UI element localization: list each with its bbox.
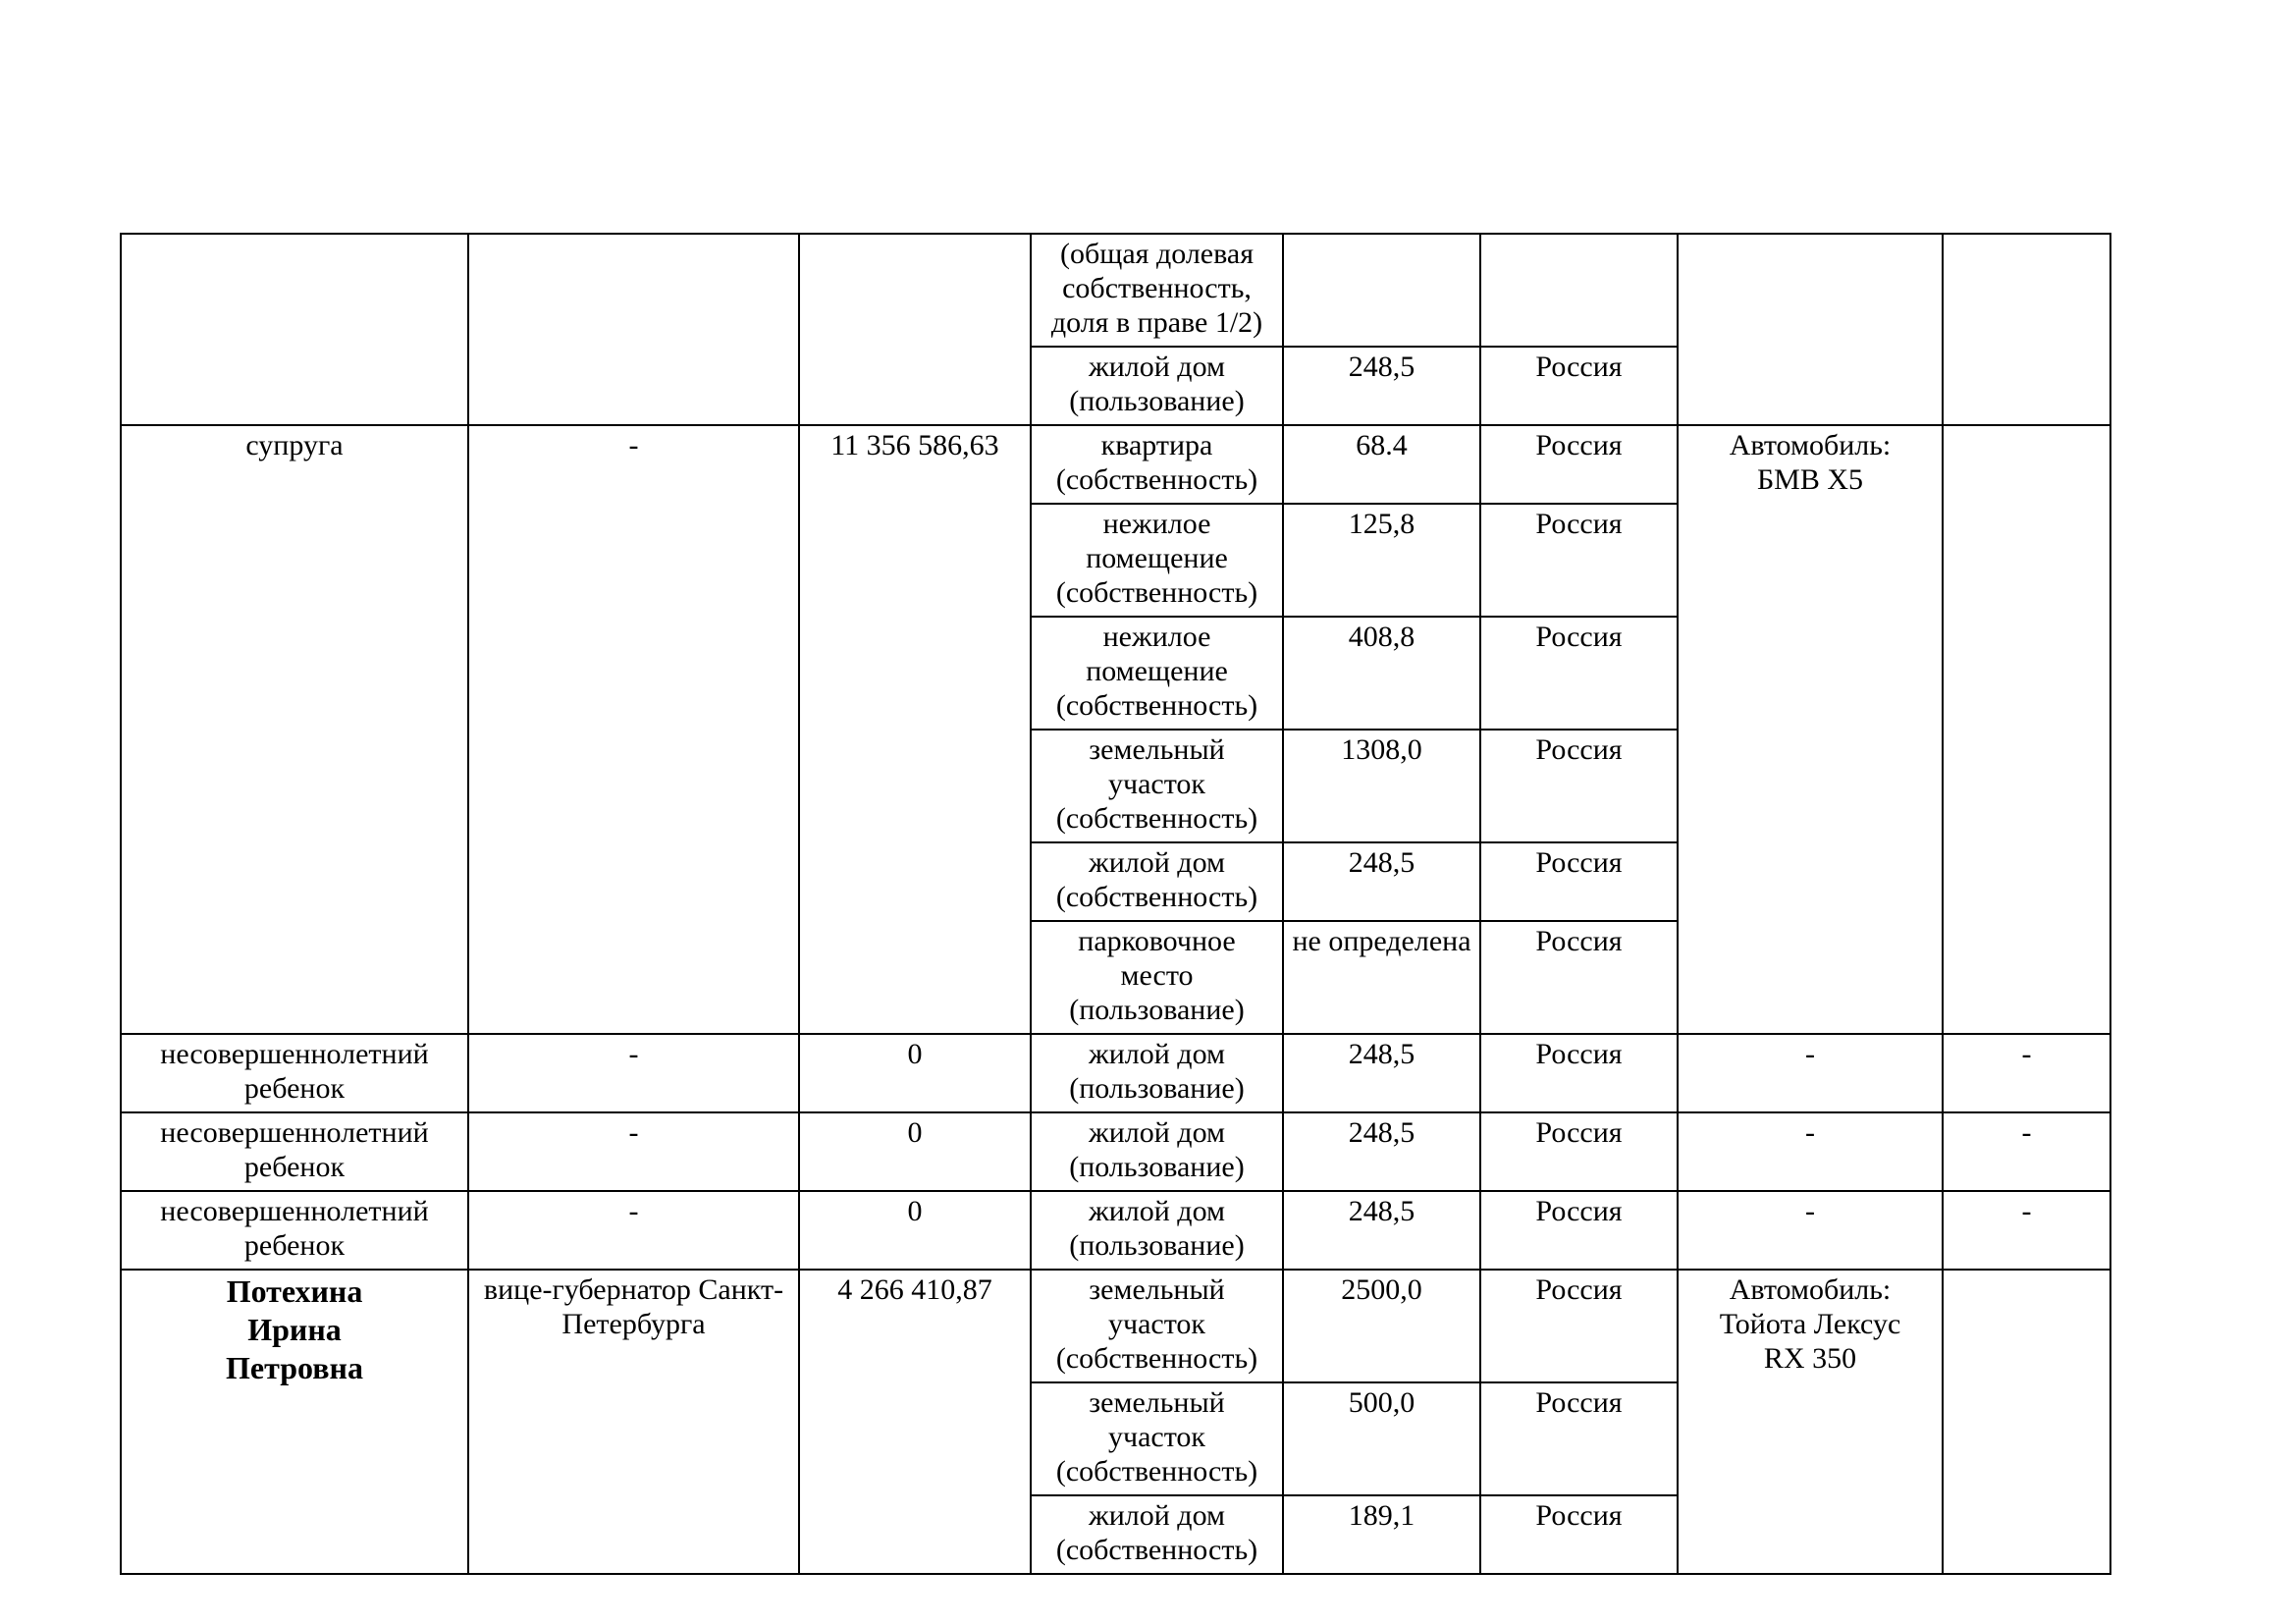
income-cell — [799, 234, 1031, 425]
property-type-cell — [1031, 425, 1283, 504]
position-cell: - — [468, 1191, 799, 1270]
person-name-cell-line: супруга — [245, 429, 344, 461]
income-cell: 11 356 586,63 — [799, 425, 1031, 1034]
property-type-cell-line: жилой дом — [1089, 846, 1225, 879]
property-country-cell: Россия — [1480, 425, 1678, 504]
table-row — [121, 425, 2110, 504]
person-name-cell-line: Петровна — [226, 1350, 363, 1385]
property-type-cell-line: (собственность) — [1055, 881, 1258, 913]
person-name-cell-line: Ирина — [247, 1312, 342, 1347]
property-area-cell: 248,5 — [1283, 1112, 1480, 1191]
person-name-cell — [121, 1112, 468, 1191]
property-type-cell-line: парковочное — [1078, 925, 1236, 957]
property-type-cell — [1031, 1191, 1283, 1270]
deals-cell: - — [1943, 1034, 2110, 1112]
property-area-cell: не определена — [1283, 921, 1480, 1034]
property-country-cell: Россия — [1480, 842, 1678, 921]
deals-cell — [1943, 1270, 2110, 1574]
property-type-cell-line: доля в праве 1/2) — [1050, 306, 1263, 339]
vehicles-cell — [1678, 234, 1943, 425]
position-cell: - — [468, 425, 799, 1034]
person-name-cell-line: несовершеннолетний — [160, 1038, 429, 1070]
property-area-cell: 2500,0 — [1283, 1270, 1480, 1382]
property-type-cell — [1031, 1034, 1283, 1112]
position-cell — [468, 234, 799, 425]
vehicles-cell — [1678, 425, 1943, 1034]
vehicles-cell-line: Автомобиль: — [1729, 429, 1892, 461]
position-cell: вице-губернатор Санкт-Петербурга — [468, 1270, 799, 1574]
table-row — [121, 1270, 2110, 1382]
property-type-cell — [1031, 730, 1283, 842]
person-name-cell — [121, 1270, 468, 1574]
property-type-cell-line: (пользование) — [1069, 1072, 1245, 1105]
property-country-cell: Россия — [1480, 504, 1678, 617]
property-area-cell: 248,5 — [1283, 347, 1480, 425]
property-type-cell-line: (собственность) — [1055, 1534, 1258, 1566]
property-type-cell-line: нежилое — [1102, 621, 1211, 653]
property-area-cell: 189,1 — [1283, 1495, 1480, 1574]
property-type-cell-line: (собственность) — [1055, 576, 1258, 609]
property-type-cell-line: (пользование) — [1069, 1151, 1245, 1183]
property-area-cell: 248,5 — [1283, 842, 1480, 921]
property-area-cell: 408,8 — [1283, 617, 1480, 730]
table-row — [121, 234, 2110, 347]
vehicles-cell-line: - — [1805, 1195, 1815, 1227]
property-type-cell — [1031, 1270, 1283, 1382]
property-type-cell-line: жилой дом — [1089, 1038, 1225, 1070]
person-name-cell — [121, 1191, 468, 1270]
property-type-cell-line: нежилое — [1102, 508, 1211, 540]
deals-cell: - — [1943, 1112, 2110, 1191]
property-type-cell-line: (собственность) — [1055, 1455, 1258, 1488]
person-name-cell-line: ребенок — [243, 1229, 346, 1262]
property-area-cell: 500,0 — [1283, 1382, 1480, 1495]
property-type-cell-line: жилой дом — [1089, 351, 1225, 383]
property-type-cell — [1031, 504, 1283, 617]
property-area-cell: 125,8 — [1283, 504, 1480, 617]
property-type-cell-line: жилой дом — [1089, 1499, 1225, 1532]
declaration-table — [120, 233, 2111, 1575]
position-cell: - — [468, 1112, 799, 1191]
income-cell: 4 266 410,87 — [799, 1270, 1031, 1574]
property-type-cell-line: земельный — [1089, 1273, 1225, 1306]
property-type-cell — [1031, 617, 1283, 730]
property-type-cell-line: (пользование) — [1069, 994, 1245, 1026]
income-cell: 0 — [799, 1191, 1031, 1270]
property-country-cell — [1480, 234, 1678, 347]
property-type-cell-line: (общая долевая — [1059, 238, 1254, 270]
person-name-cell-line: несовершеннолетний — [160, 1116, 429, 1149]
property-country-cell: Россия — [1480, 617, 1678, 730]
property-country-cell: Россия — [1480, 1034, 1678, 1112]
property-type-cell-line: квартира — [1100, 429, 1213, 461]
property-area-cell: 248,5 — [1283, 1034, 1480, 1112]
property-country-cell: Россия — [1480, 1495, 1678, 1574]
property-type-cell-line: место — [1120, 959, 1194, 992]
table-body — [121, 234, 2110, 1574]
person-name-cell — [121, 234, 468, 425]
vehicles-cell — [1678, 1270, 1943, 1574]
property-type-cell-line: (собственность) — [1055, 463, 1258, 496]
property-country-cell: Россия — [1480, 921, 1678, 1034]
property-type-cell-line: собственность, — [1062, 272, 1252, 304]
property-type-cell-line: жилой дом — [1089, 1116, 1225, 1149]
deals-cell — [1943, 425, 2110, 1034]
property-type-cell-line: земельный — [1089, 733, 1225, 766]
income-cell: 0 — [799, 1112, 1031, 1191]
person-name-cell — [121, 425, 468, 1034]
person-name-cell — [121, 1034, 468, 1112]
property-area-cell — [1283, 234, 1480, 347]
table-row — [121, 1191, 2110, 1270]
property-type-cell — [1031, 1495, 1283, 1574]
person-name-cell-line: ребенок — [243, 1072, 346, 1105]
property-type-cell — [1031, 347, 1283, 425]
property-country-cell: Россия — [1480, 730, 1678, 842]
vehicles-cell-line: RX 350 — [1763, 1342, 1857, 1375]
property-country-cell: Россия — [1480, 1270, 1678, 1382]
property-type-cell — [1031, 1112, 1283, 1191]
property-type-cell-line: (собственность) — [1055, 1342, 1258, 1375]
position-cell: - — [468, 1034, 799, 1112]
person-name-cell-line: ребенок — [243, 1151, 346, 1183]
person-name-cell-line: несовершеннолетний — [160, 1195, 429, 1227]
property-area-cell: 248,5 — [1283, 1191, 1480, 1270]
property-type-cell — [1031, 842, 1283, 921]
property-country-cell: Россия — [1480, 1112, 1678, 1191]
property-type-cell-line: помещение — [1086, 542, 1228, 574]
vehicles-cell — [1678, 1034, 1943, 1112]
property-type-cell-line: земельный — [1089, 1386, 1225, 1419]
person-name-cell-line: Потехина — [226, 1273, 363, 1309]
vehicles-cell-line: Автомобиль: — [1729, 1273, 1892, 1306]
deals-cell: - — [1943, 1191, 2110, 1270]
vehicles-cell-line: Тойота Лексус — [1719, 1308, 1901, 1340]
vehicles-cell — [1678, 1191, 1943, 1270]
vehicles-cell-line: - — [1805, 1038, 1815, 1070]
property-country-cell: Россия — [1480, 1191, 1678, 1270]
property-type-cell — [1031, 921, 1283, 1034]
property-country-cell: Россия — [1480, 347, 1678, 425]
table-row — [121, 1112, 2110, 1191]
property-type-cell-line: (пользование) — [1069, 1229, 1245, 1262]
vehicles-cell-line: БМВ Х5 — [1756, 463, 1864, 496]
deals-cell — [1943, 234, 2110, 425]
property-type-cell-line: участок — [1107, 768, 1205, 800]
table-row — [121, 1034, 2110, 1112]
property-type-cell-line: участок — [1107, 1421, 1205, 1453]
property-type-cell — [1031, 1382, 1283, 1495]
property-type-cell-line: (пользование) — [1069, 385, 1245, 417]
property-type-cell-line: жилой дом — [1089, 1195, 1225, 1227]
property-type-cell-line: (собственность) — [1055, 802, 1258, 835]
property-type-cell-line: помещение — [1086, 655, 1228, 687]
property-area-cell: 1308,0 — [1283, 730, 1480, 842]
property-country-cell: Россия — [1480, 1382, 1678, 1495]
vehicles-cell-line: - — [1805, 1116, 1815, 1149]
property-area-cell: 68.4 — [1283, 425, 1480, 504]
property-type-cell-line: участок — [1107, 1308, 1205, 1340]
property-type-cell — [1031, 234, 1283, 347]
vehicles-cell — [1678, 1112, 1943, 1191]
income-cell: 0 — [799, 1034, 1031, 1112]
property-type-cell-line: (собственность) — [1055, 689, 1258, 722]
